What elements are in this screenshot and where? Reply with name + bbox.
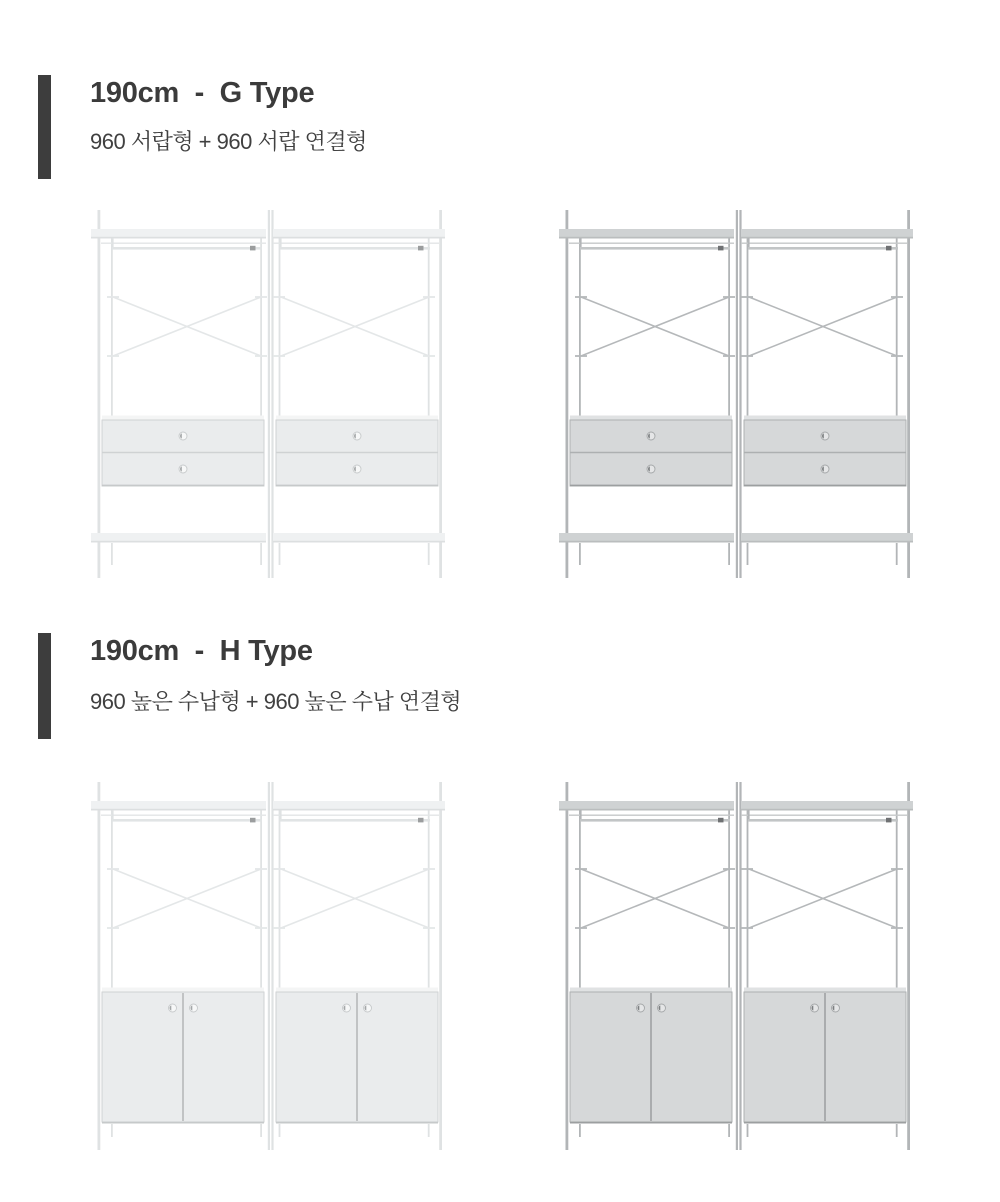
- section-title-g: 190cm - G Type: [90, 77, 315, 109]
- product-figure-h-white: [85, 772, 455, 1157]
- product-figure-h-gray: [553, 772, 923, 1157]
- section-header-texts: [90, 633, 461, 739]
- section-header-h: [38, 633, 461, 739]
- product-figure-g-white: [85, 200, 455, 585]
- section-subtitle-h: 960 높은 수납형 + 960 높은 수납 연결형: [90, 689, 462, 714]
- accent-bar: [38, 633, 51, 739]
- section-subtitle-g: 960 서랍형 + 960 서랍 연결형: [90, 129, 367, 154]
- accent-bar: [38, 75, 51, 179]
- product-image-g-type-gray: [553, 200, 923, 585]
- product-figure-g-gray: [553, 200, 923, 585]
- product-image-g-type-white: [85, 200, 455, 585]
- section-header-texts: [90, 75, 367, 179]
- section-title-h: 190cm - H Type: [90, 635, 313, 667]
- product-image-h-type-white: [85, 772, 455, 1157]
- product-image-h-type-gray: [553, 772, 923, 1157]
- section-header-g: [38, 75, 367, 179]
